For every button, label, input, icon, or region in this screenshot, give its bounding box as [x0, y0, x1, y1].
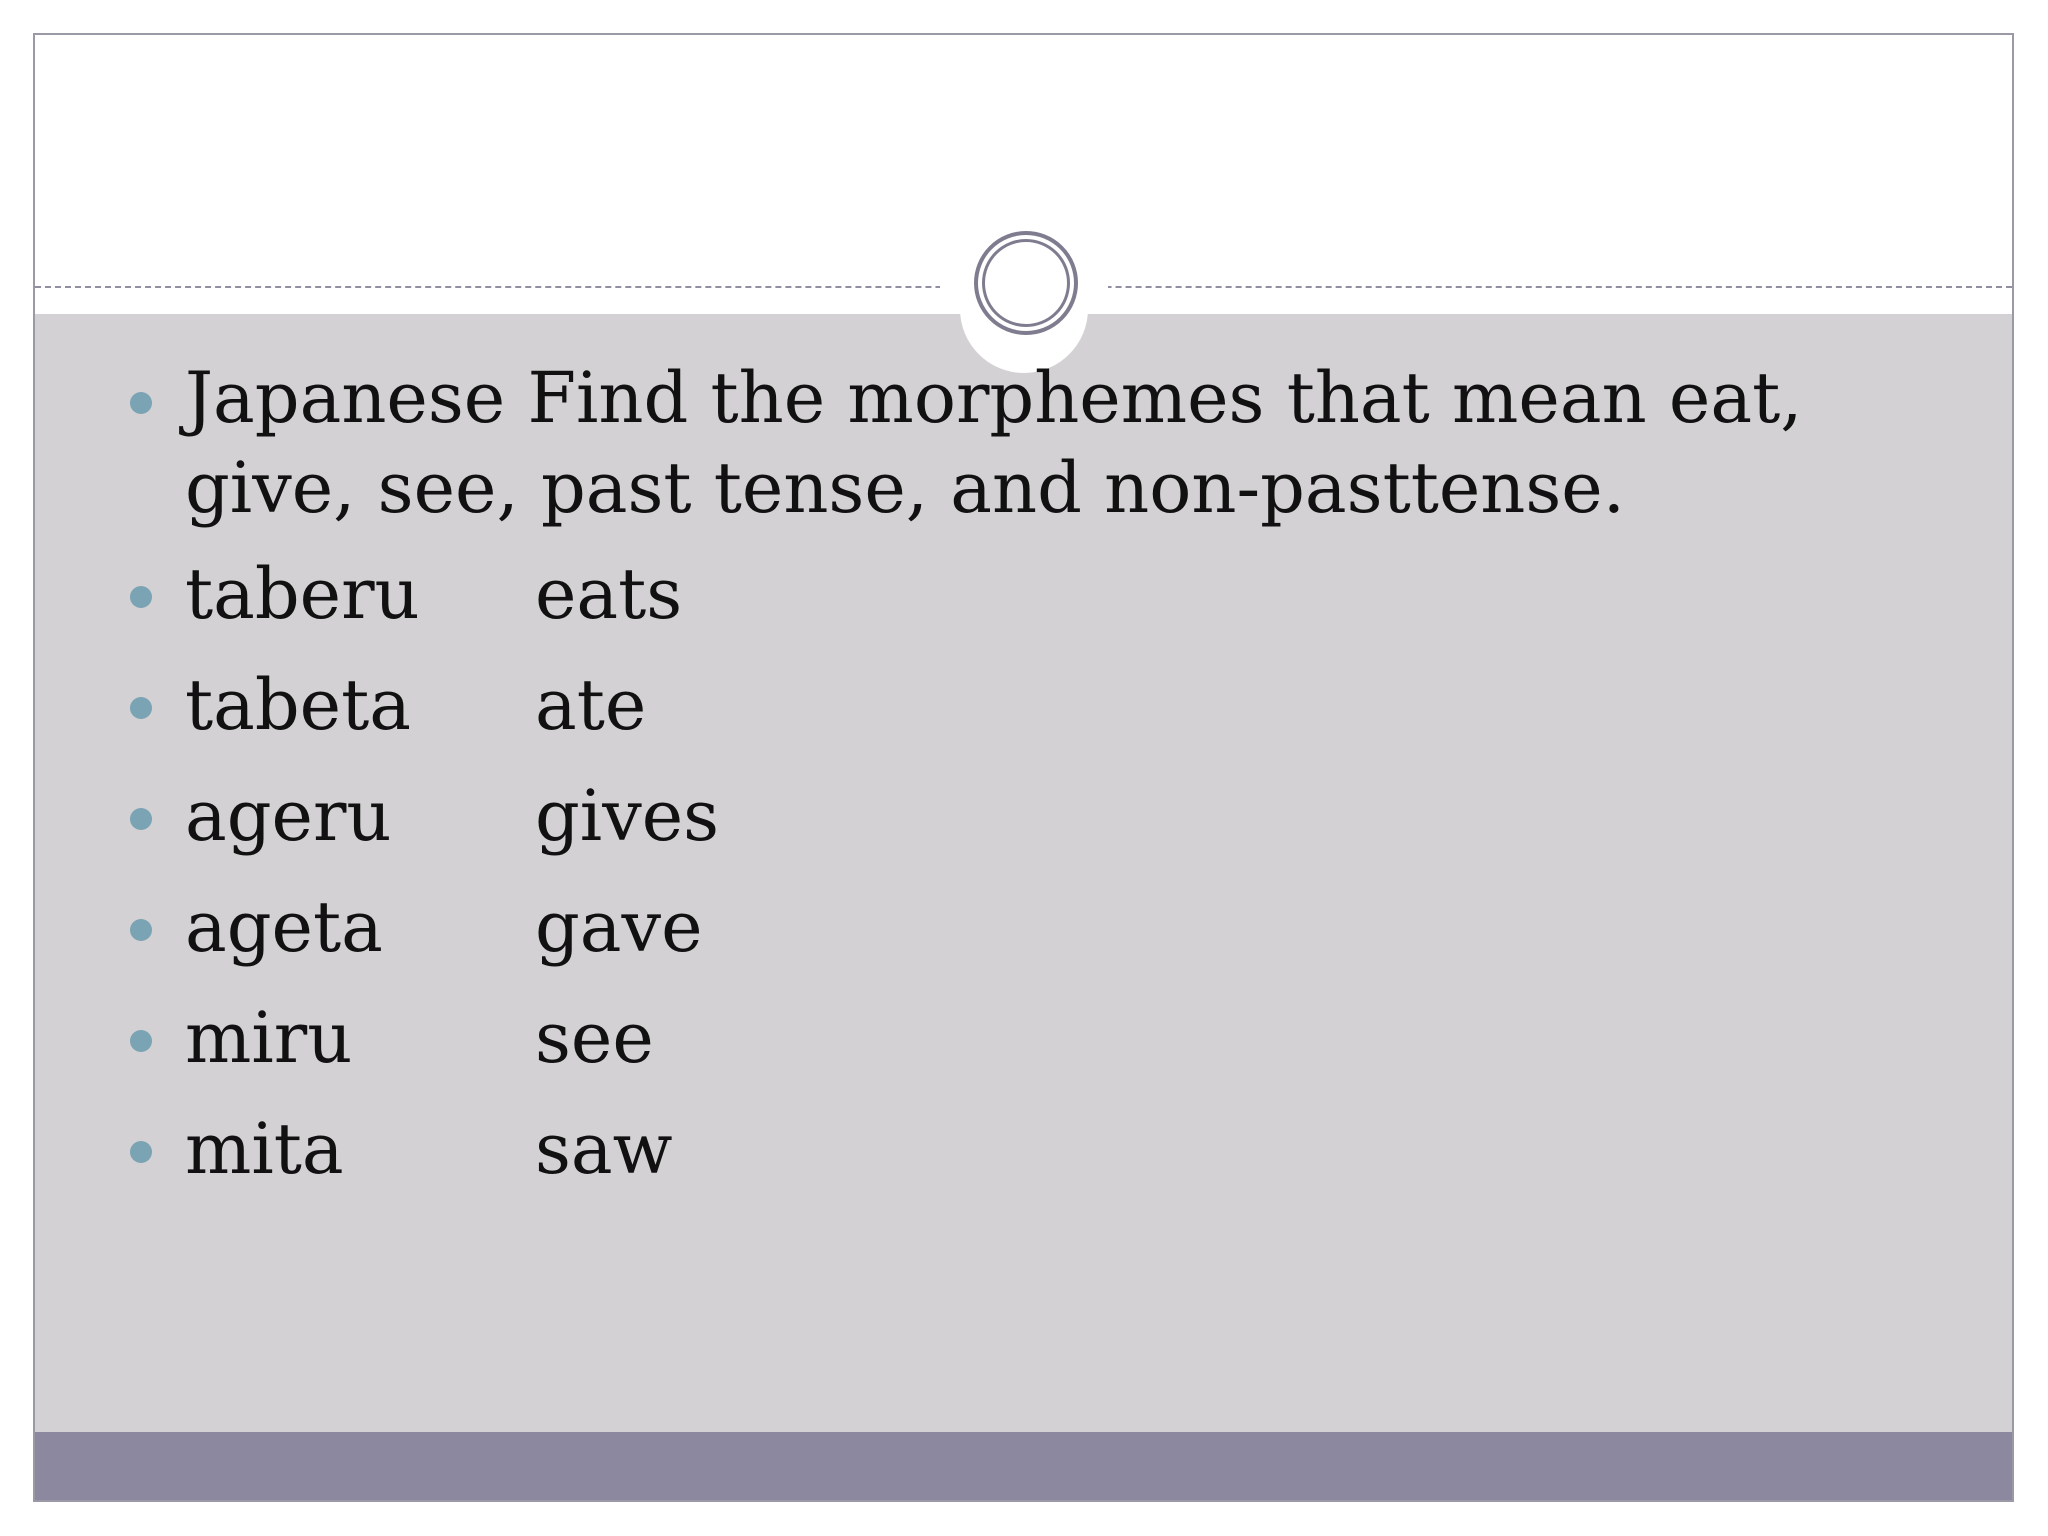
bullet-icon: [130, 586, 152, 608]
intro-text: Japanese Find the morphemes that mean eat, give, see, past tense, and non-pasttense.: [185, 357, 1803, 529]
slide: [33, 33, 2014, 1502]
japanese-word: tabeta: [185, 664, 411, 746]
ring-ornament-icon: [974, 231, 1078, 335]
japanese-word: ageru: [185, 775, 392, 857]
english-gloss: ate: [535, 664, 647, 746]
bullet-icon: [130, 1141, 152, 1163]
list-item: [90, 880, 1970, 974]
bullet-icon: [130, 808, 152, 830]
english-gloss: saw: [535, 1108, 673, 1190]
list-item: [90, 547, 1970, 641]
list-item: [90, 658, 1970, 752]
bullet-icon: [130, 1030, 152, 1052]
list-item-intro: [90, 353, 1970, 533]
bullet-icon: [130, 392, 152, 414]
japanese-word: taberu: [185, 553, 420, 635]
list-item: [90, 991, 1970, 1085]
japanese-word: ageta: [185, 886, 383, 968]
list-item: [90, 1102, 1970, 1196]
bullet-icon: [130, 697, 152, 719]
english-gloss: gave: [535, 886, 703, 968]
footer-band: [35, 1432, 2012, 1502]
english-gloss: eats: [535, 553, 683, 635]
bullet-list: [90, 353, 1970, 1213]
japanese-word: miru: [185, 997, 353, 1079]
japanese-word: mita: [185, 1108, 344, 1190]
bullet-icon: [130, 919, 152, 941]
english-gloss: gives: [535, 775, 720, 857]
list-item: [90, 769, 1970, 863]
english-gloss: see: [535, 997, 654, 1079]
